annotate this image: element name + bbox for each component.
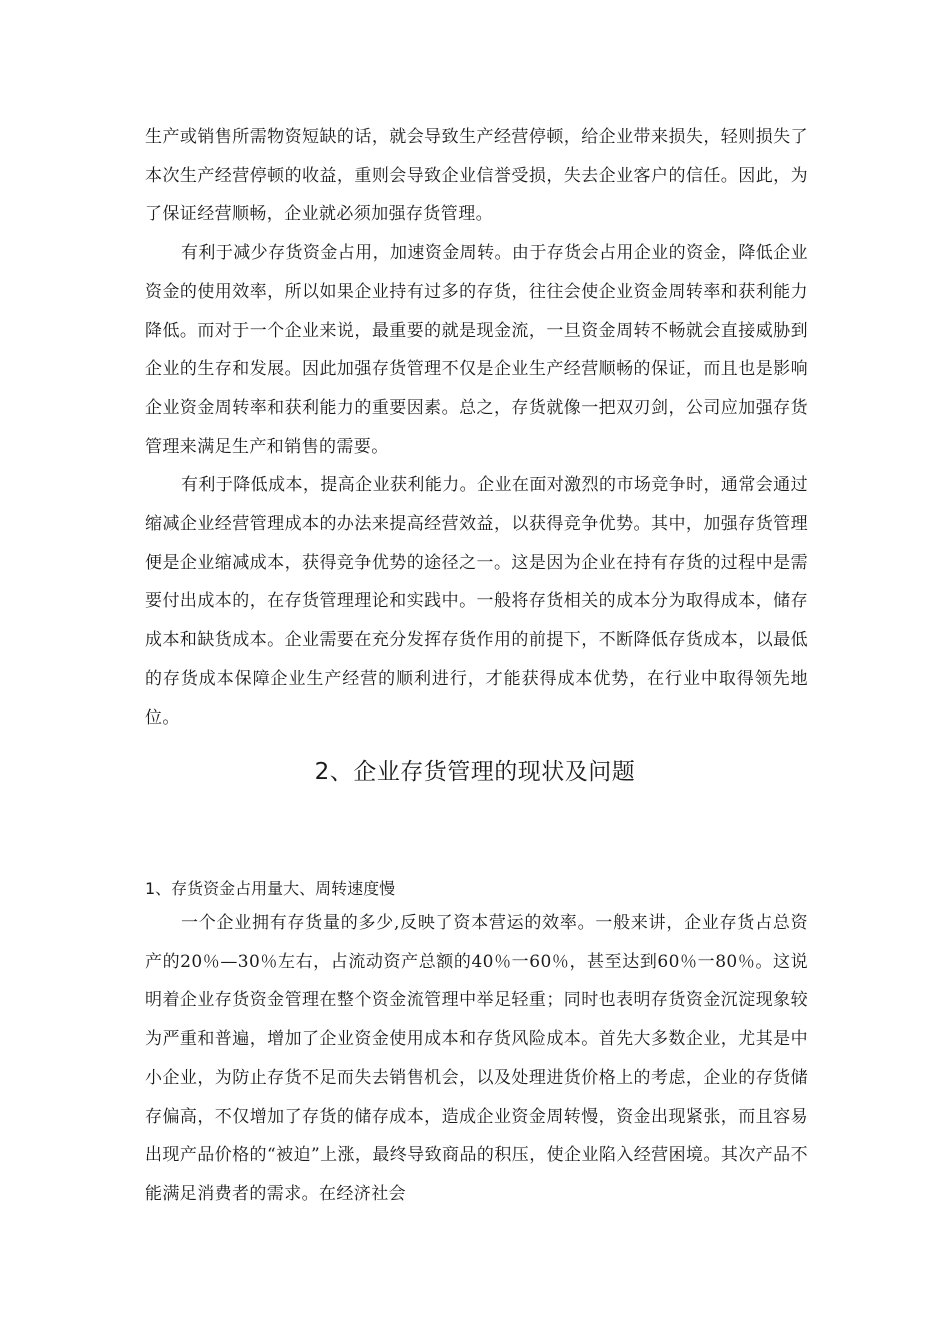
paragraph-reduce-cost: 有利于降低成本，提高企业获利能力。企业在面对激烈的市场竞争时，通常会通过缩减企业经营管理成本的办法来提高经营效益，以获得竞争优势。其中，加强存货管理便是企业缩减成本，获得竞争优势的途径之一。这是因为企业在持有存货的过程中是需要付出成本的，在存货管理理论和实践中。一般将存货相关的成本分为取得成本，储存成本和缺货成本。企业需要在充分发挥存货作用的前提下，不断降低存货成本，以最低的存货成本保障企业生产经营的顺利进行，才能获得成本优势，在行业中取得领先地位。 — [145, 475, 808, 728]
paragraph-continued: 生产或销售所需物资短缺的话，就会导致生产经营停顿，给企业带来损失，轻则损失了本次生产经营停顿的收益，重则会导致企业信誉受损，失去企业客户的信任。因此，为了保证经营顺畅，企业就必须加强存货管理。 — [145, 127, 808, 225]
body-text-top — [145, 118, 808, 737]
paragraph-reduce-capital: 有利于减少存货资金占用，加速资金周转。由于存货会占用企业的资金，降低企业资金的使用效率，所以如果企业持有过多的存货，往往会使企业资金周转率和获利能力降低。而对于一个企业来说，最重要的就是现金流，一旦资金周转不畅就会直接威胁到企业的生存和发展。因此加强存货管理不仅是企业生产经营顺畅的保证，而且也是影响企业资金周转率和获利能力的重要因素。总之，存货就像一把双刃剑，公司应加强存货管理来满足生产和销售的需要。 — [145, 243, 808, 457]
body-text-bottom — [145, 904, 808, 1214]
subsection-heading: 1、存货资金占用量大、周转速度慢 — [145, 879, 396, 898]
section-heading: 2、企业存货管理的现状及问题 — [314, 759, 636, 785]
paragraph-inventory-capital: 一个企业拥有存货量的多少,反映了资本营运的效率。一般来讲，企业存货占总资产的20％—30％左右，占流动资产总额的40％一60％，甚至达到60％一80％。这说明着企业存货资金管理在整个资金流管理中举足轻重；同时也表明存货资金沉淀现象较为严重和普遍，增加了企业资金使用成本和存货风险成本。首先大多数企业，尤其是中小企业，为防止存货不足而失去销售机会，以及处理进货价格上的考虑，企业的存货储存偏高，不仅增加了存货的储存成本，造成企业资金周转慢，资金出现紧张，而且容易出现产品价格的“被迫”上涨，最终导致商品的积压，使企业陷入经营困境。其次产品不能满足消费者的需求。在经济社会 — [145, 913, 808, 1204]
